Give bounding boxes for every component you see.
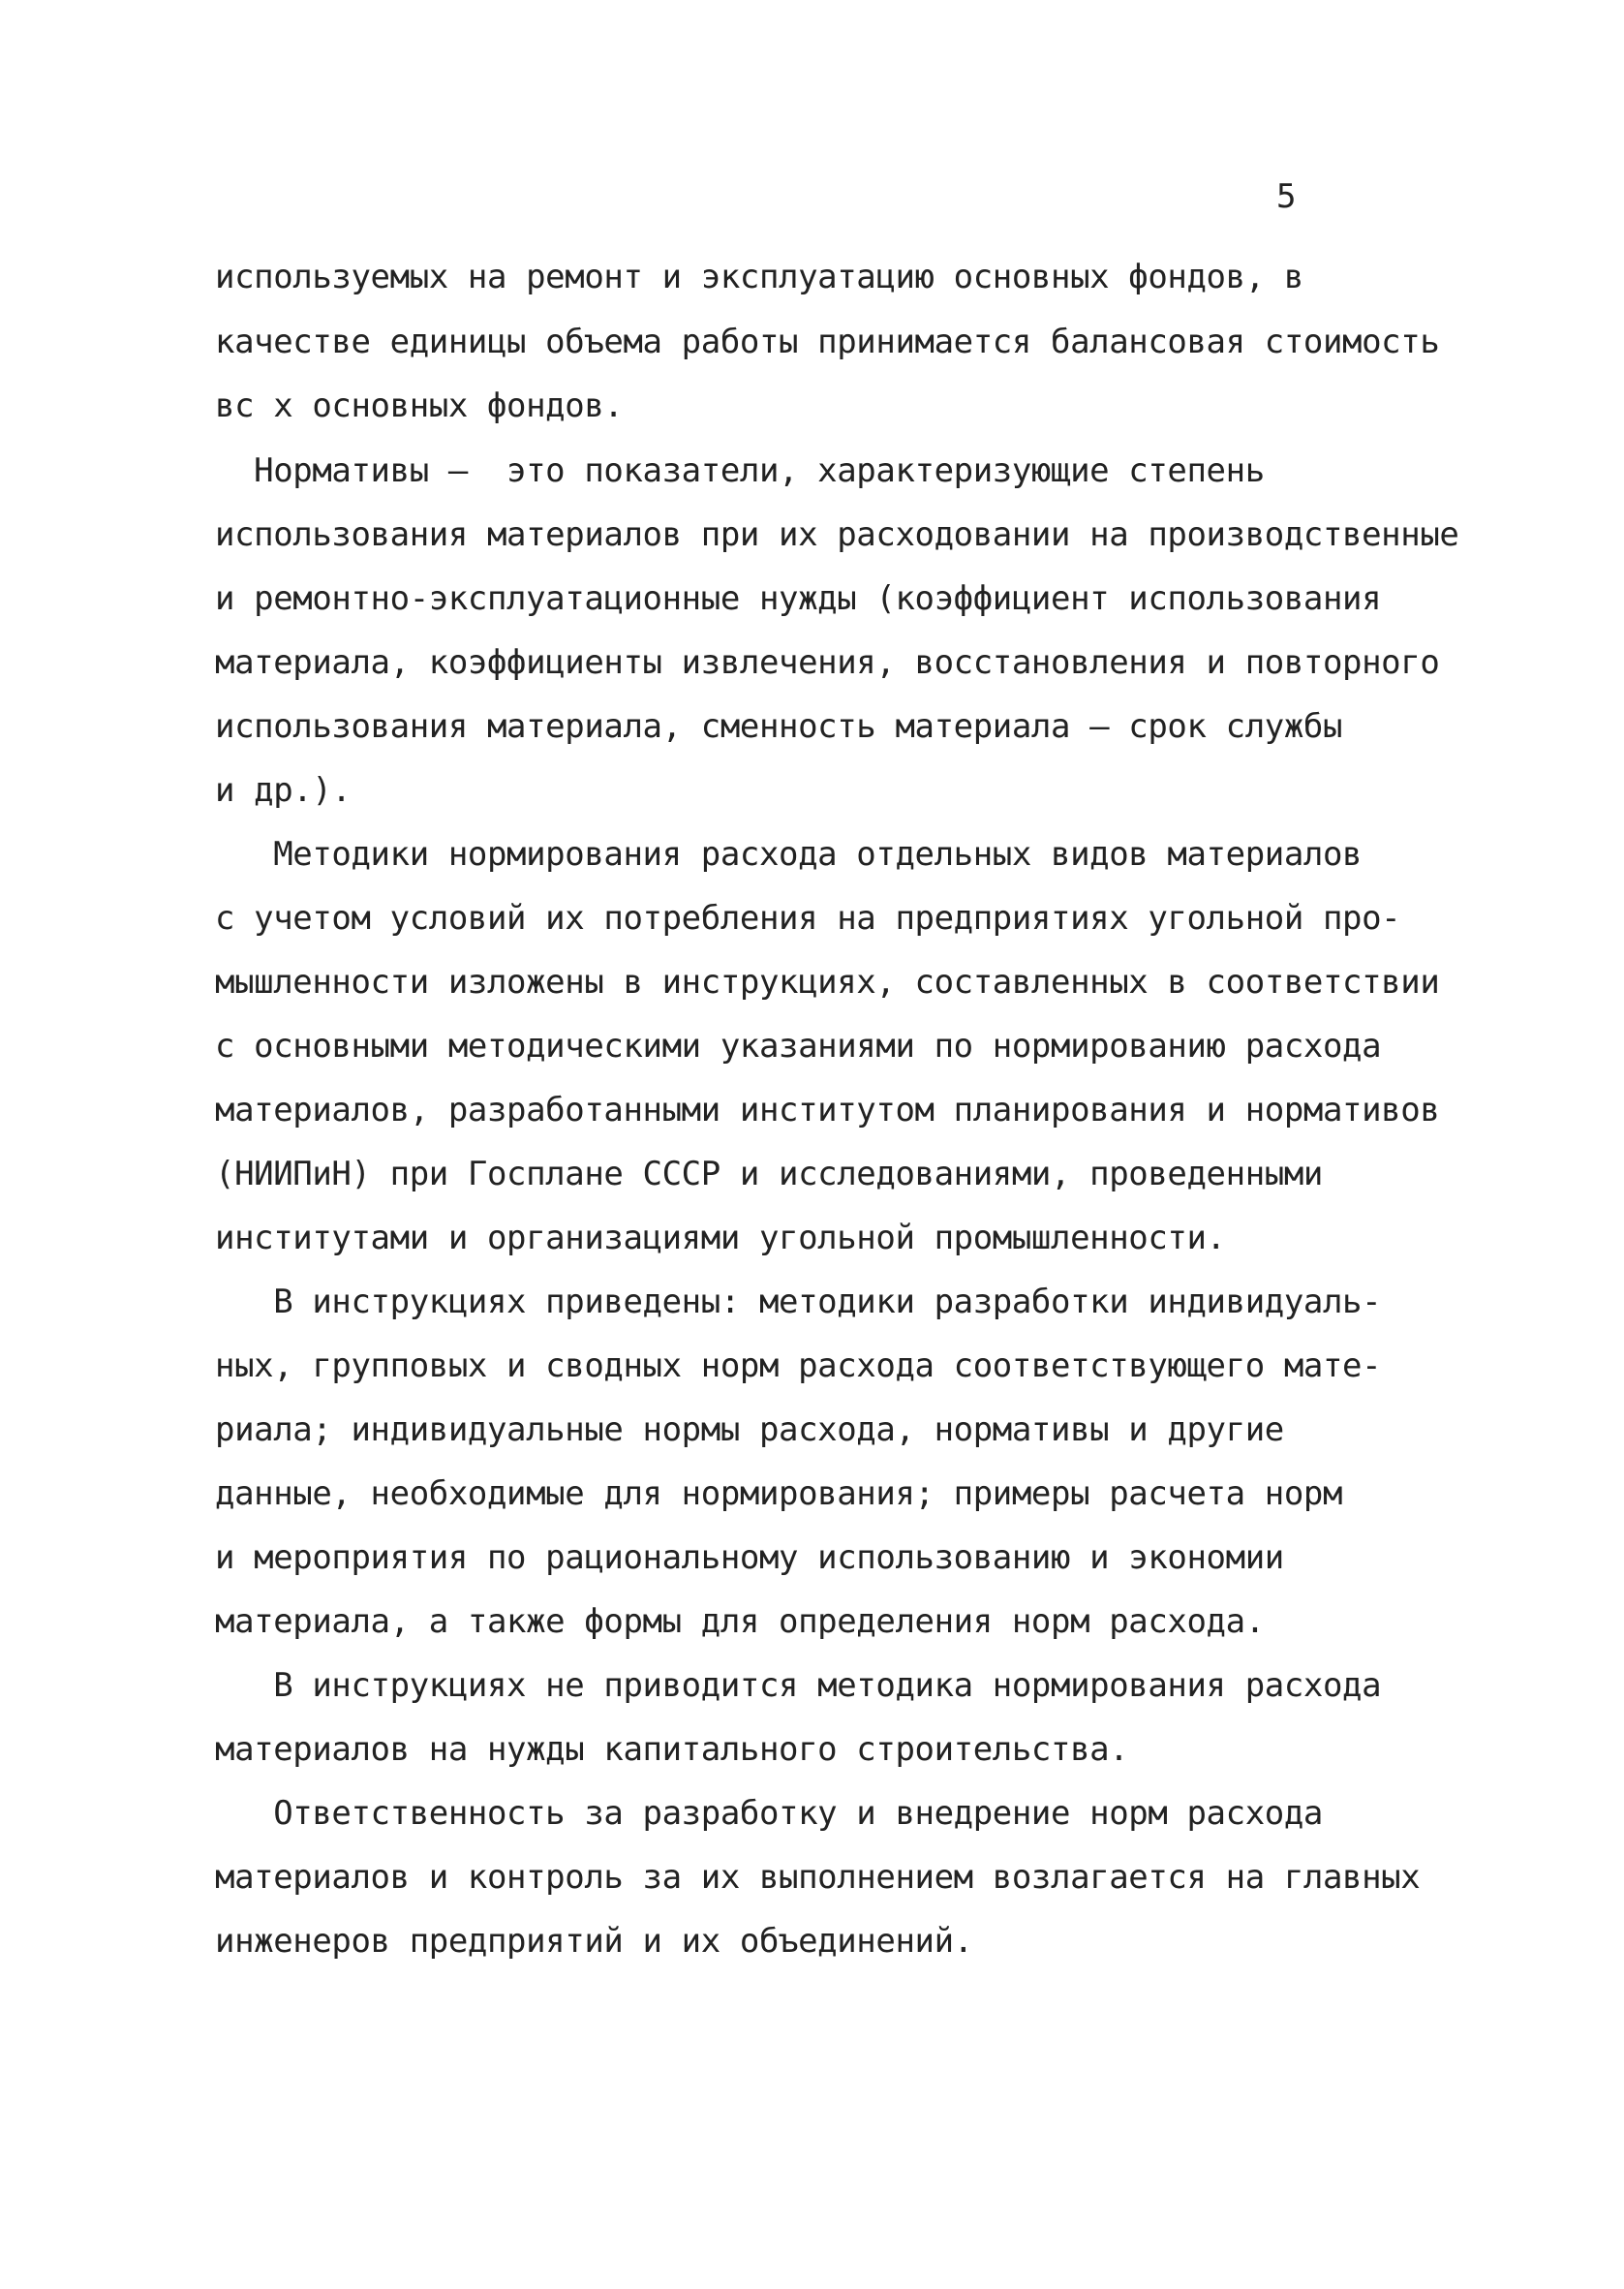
text-line: и мероприятия по рациональному использованию и экономии bbox=[215, 1538, 1284, 1577]
text-line: с основными методическими указаниями по нормированию расхода bbox=[215, 1027, 1382, 1066]
text-line: качестве единицы объема работы принимается балансовая стоимость bbox=[215, 323, 1440, 361]
text-line: Ответственность за разработку и внедрение норм расхода bbox=[215, 1794, 1323, 1833]
text-line: материалов и контроль за их выполнением возлагается на главных bbox=[215, 1858, 1421, 1897]
text-line: инженеров предприятий и их объединений. bbox=[215, 1922, 973, 1961]
text-line: ных, групповых и сводных норм расхода соответствующего мате- bbox=[215, 1346, 1382, 1385]
page-number: 5 bbox=[1276, 177, 1297, 216]
text-line: В инструкциях приведены: методики разработки индивидуаль- bbox=[215, 1283, 1382, 1321]
text-line: материала, коэффициенты извлечения, восстановления и повторного bbox=[215, 643, 1440, 682]
text-line: с учетом условий их потребления на предприятиях угольной про- bbox=[215, 899, 1401, 938]
text-line: материалов на нужды капитального строительства. bbox=[215, 1730, 1129, 1769]
text-line: Нормативы – это показатели, характеризующие степень bbox=[215, 451, 1265, 490]
text-line: использования материала, сменность материала – срок службы bbox=[215, 707, 1343, 746]
text-line: использования материалов при их расходовании на производственные bbox=[215, 515, 1459, 554]
text-line: используемых на ремонт и эксплуатацию основных фондов, в bbox=[215, 258, 1303, 296]
text-line: данные, необходимые для нормирования; примеры расчета норм bbox=[215, 1474, 1343, 1513]
text-line: В инструкциях не приводится методика нормирования расхода bbox=[215, 1666, 1382, 1705]
text-line: и др.). bbox=[215, 771, 352, 810]
text-line: Методики нормирования расхода отдельных видов материалов bbox=[215, 835, 1363, 874]
text-line: институтами и организациями угольной промышленности. bbox=[215, 1219, 1226, 1257]
text-line: и ремонтно-эксплуатационные нужды (коэффициент использования bbox=[215, 579, 1382, 618]
text-line: материала, а также формы для определения норм расхода. bbox=[215, 1602, 1265, 1641]
text-line: вс х основных фондов. bbox=[215, 387, 624, 425]
text-line: материалов, разработанными институтом планирования и нормативов bbox=[215, 1091, 1440, 1129]
text-line: риала; индивидуальные нормы расхода, нормативы и другие bbox=[215, 1410, 1284, 1449]
text-line: (НИИПиН) при Госплане СССР и исследованиями, проведенными bbox=[215, 1155, 1323, 1193]
text-line: мышленности изложены в инструкциях, составленных в соответствии bbox=[215, 963, 1440, 1002]
